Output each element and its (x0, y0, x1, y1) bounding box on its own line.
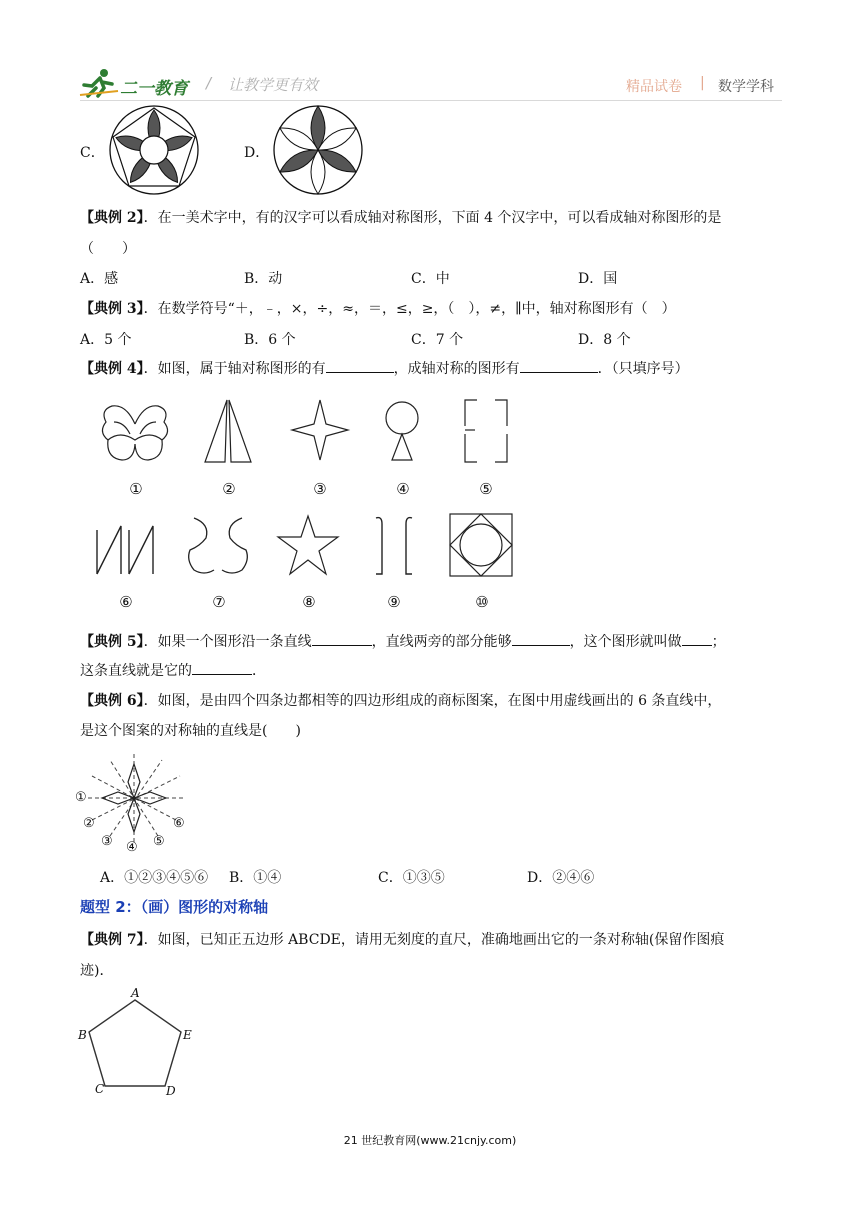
figure-label: ⑥ (119, 593, 133, 611)
vertex-a-label: A (131, 986, 140, 1000)
example-4-text-a: ．如图，属于轴对称图形的有 (143, 361, 326, 377)
example-2-option-b: B．动 (244, 271, 283, 287)
header-category: 精品试卷 (626, 79, 682, 95)
vertex-c-label: C (95, 1082, 105, 1096)
example-3-option-a: A．5 个 (80, 332, 132, 348)
figure-label: ② (222, 480, 236, 498)
line-label-5: ⑤ (153, 834, 165, 849)
example-7-tag: 【典例 7】 (80, 932, 144, 948)
example-6-text: ．如图，是由四个四条边都相等的四边形组成的商标图案，在图中用虚线画出的 6 条直线中， (143, 693, 722, 709)
header-rule (80, 100, 782, 101)
header-slogan: 让教学更有效 (228, 76, 319, 94)
answer-blank[interactable] (512, 631, 570, 646)
example-5-tag: 【典例 5】 (80, 634, 144, 650)
figure-label: ③ (313, 480, 327, 498)
example-6-tag: 【典例 6】 (80, 693, 144, 709)
example-2-option-c: C．中 (411, 271, 450, 287)
example-4-tag: 【典例 4】 (80, 361, 144, 377)
answer-blank[interactable] (192, 660, 252, 675)
example-7-question (80, 929, 724, 949)
example-2-option-d: D．国 (578, 271, 618, 287)
s-curves-figure (184, 514, 254, 576)
answer-blank[interactable] (682, 631, 712, 646)
zigzag-letters-figure (93, 516, 157, 576)
example-6-option-c: C．①③⑤ (378, 870, 445, 886)
vertex-d-label: D (166, 1084, 176, 1098)
line-label-1: ① (75, 790, 87, 805)
figure-label: ④ (396, 480, 410, 498)
example-5-text-c: ，这个图形就叫做 (569, 634, 682, 650)
flower-pentagon-figure (108, 104, 200, 196)
bracket-pair-figure (461, 398, 511, 464)
example-3-option-d: D．8 个 (578, 332, 631, 348)
example-5-text-d: ； (711, 634, 726, 650)
example-6-line2: 是这个图案的对称轴的直线是( ) (80, 723, 301, 739)
example-6-option-a: A．①②③④⑤⑥ (100, 870, 209, 886)
example-2-text: ．在一美术字中，有的汉字可以看成轴对称图形，下面 4 个汉字中，可以看成轴对称图形的是 (143, 210, 722, 226)
example-3-text: ．在数学符号“＋，﹣，×，÷，≈，＝，≤，≥，（ ），≠，∥中，轴对称图形有（ ） (143, 301, 676, 317)
runner-logo-icon (80, 68, 120, 98)
answer-blank[interactable] (312, 631, 372, 646)
example-7-line2: 迹)． (80, 963, 114, 979)
example-5-text-a: ．如果一个图形沿一条直线 (143, 634, 312, 650)
vertex-e-label: E (183, 1028, 192, 1042)
example-3-question (80, 298, 676, 318)
hooked-lines-figure (372, 514, 416, 576)
example-2-question (80, 207, 721, 227)
example-5-text-b: ，直线两旁的部分能够 (371, 634, 512, 650)
header (78, 68, 788, 102)
header-subject: 数学学科 (718, 79, 774, 95)
example-2-paren: （ ） (80, 241, 136, 257)
figure-label: ⑧ (302, 593, 316, 611)
answer-blank[interactable] (326, 358, 394, 373)
example-3-tag: 【典例 3】 (80, 301, 144, 317)
figure-label: ⑦ (212, 593, 226, 611)
square-circle-figure (448, 512, 514, 578)
example-6-option-d: D．②④⑥ (527, 870, 595, 886)
line-label-2: ② (83, 816, 95, 831)
example-5-line2-b: ． (252, 663, 266, 679)
example-5-question (80, 631, 726, 651)
figure-label: ⑤ (479, 480, 493, 498)
answer-blank[interactable] (520, 358, 598, 373)
example-4-text-b: ，成轴对称的图形有 (393, 361, 520, 377)
example-5-line2 (80, 660, 266, 680)
example-3-option-c: C．7 个 (411, 332, 464, 348)
section-heading: 题型 2：（画）图形的对称轴 (80, 898, 269, 916)
header-separator: / (206, 74, 212, 92)
example-6-question (80, 690, 721, 710)
example-3-option-b: B．6 个 (244, 332, 296, 348)
triangle-pair-figure (203, 398, 253, 464)
example-5-line2-a: 这条直线就是它的 (80, 663, 192, 679)
header-divider: | (700, 75, 705, 91)
figure-label: ⑩ (475, 593, 489, 611)
page-footer: 21 世纪教育网(www.21cnjy.com) (343, 1134, 517, 1147)
example-6-option-b: B．①④ (229, 870, 282, 886)
butterfly-figure (100, 400, 170, 464)
six-petal-flower-figure (272, 104, 364, 196)
example-4-text-c: ．（只填序号） (597, 361, 689, 377)
example-7-text: ．如图，已知正五边形 ABCDE，请用无刻度的直尺，准确地画出它的一条对称轴(保留作图痕 (143, 932, 725, 948)
example-2-option-a: A．感 (80, 271, 119, 287)
line-label-6: ⑥ (173, 816, 185, 831)
vertex-b-label: B (78, 1028, 87, 1042)
circle-triangle-figure (382, 400, 422, 464)
figure-label: ⑨ (387, 593, 401, 611)
four-point-star-figure (290, 398, 350, 462)
logo-text: 二一教育 (120, 79, 188, 99)
example-2-tag: 【典例 2】 (80, 210, 144, 226)
example-4-question (80, 358, 689, 378)
option-c-label: C． (80, 145, 105, 161)
line-label-4: ④ (126, 840, 138, 855)
five-point-star-figure (276, 514, 340, 576)
figure-label: ① (129, 480, 143, 498)
line-label-3: ③ (101, 834, 113, 849)
option-d-label: D． (244, 145, 270, 161)
pentagon-figure (75, 992, 195, 1092)
